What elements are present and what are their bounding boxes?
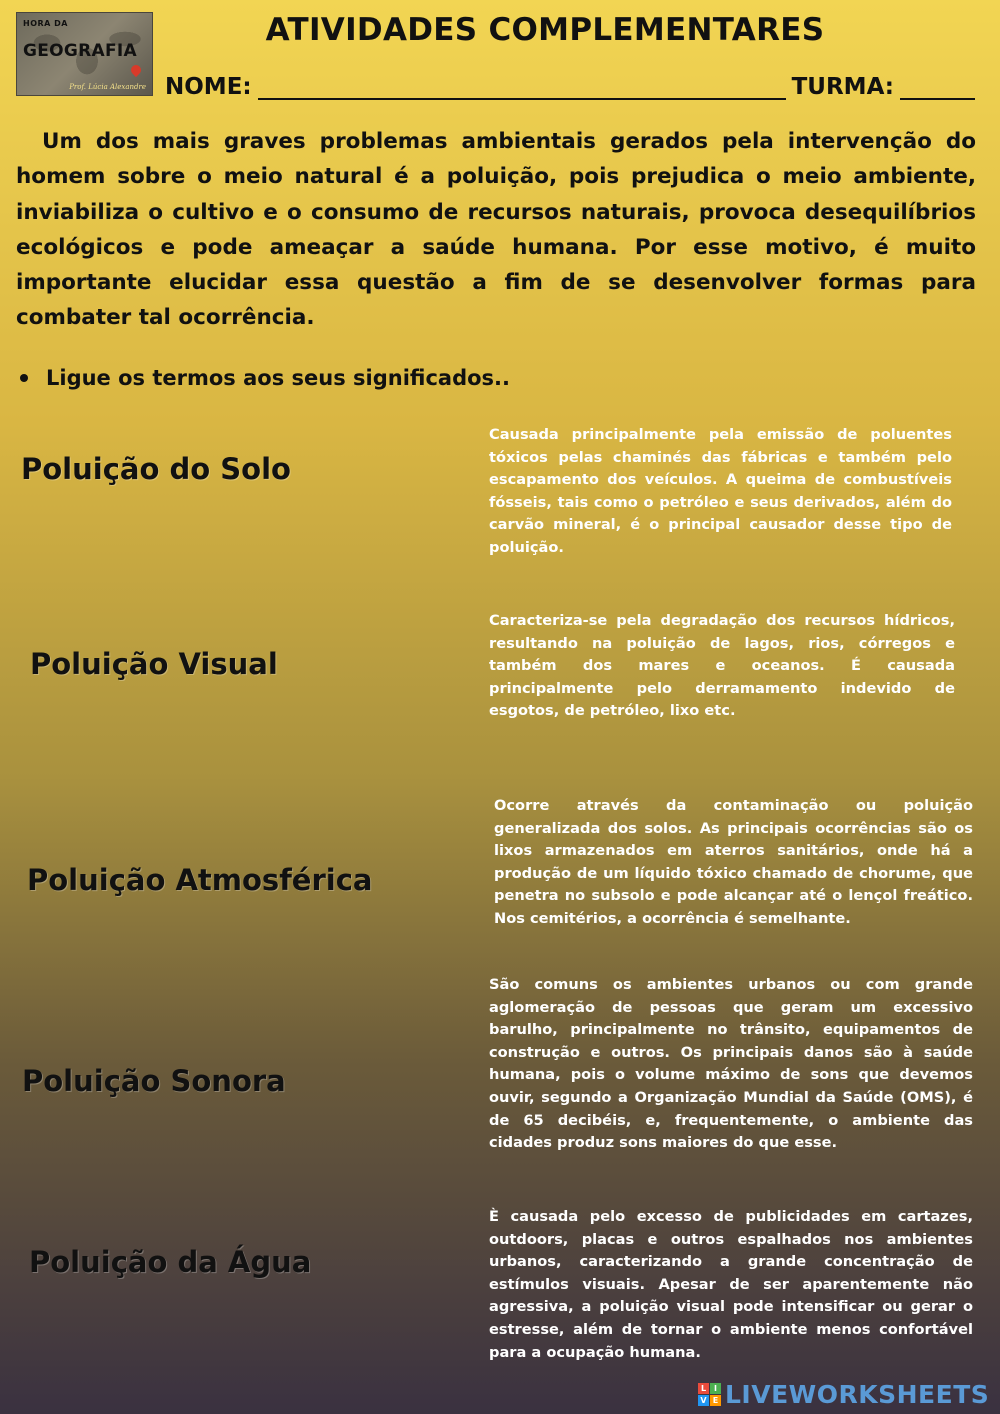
- liveworksheets-brand: LIVEWORKSHEETS: [725, 1380, 990, 1409]
- student-info-line: [165, 70, 980, 100]
- term-agua[interactable]: Poluição da Água: [29, 1245, 312, 1279]
- bullet-icon: [20, 374, 28, 382]
- term-solo[interactable]: Poluição do Solo: [21, 452, 291, 486]
- class-label: TURMA:: [791, 74, 894, 100]
- term-visual[interactable]: Poluição Visual: [30, 647, 278, 681]
- liveworksheets-logo-icon: [698, 1383, 721, 1406]
- definition-3[interactable]: Ocorre através da contaminação ou poluição generalizada dos solos. As principais ocorrências são os lixos armazenados em aterros sanitários, onde há a produção de um líquido tóxico chamado de chorume, que penetra no subsolo e pode alcançar até o lençol freático. Nos cemitérios, a ocorrência é semelhante.: [494, 797, 973, 927]
- logo-line2: GEOGRAFIA: [23, 41, 138, 61]
- term-sonora[interactable]: Poluição Sonora: [22, 1064, 286, 1098]
- definition-1[interactable]: Causada principalmente pela emissão de poluentes tóxicos pelas chaminés das fábricas e também pelo escapamento dos veículos. A queima de combustíveis fósseis, tais como o petróleo e seus derivados, além do carvão mineral, é o principal causador desse tipo de poluição.: [489, 426, 952, 556]
- logo-letter-v: V: [698, 1395, 709, 1406]
- term-atmosferica[interactable]: Poluição Atmosférica: [27, 863, 373, 897]
- logo-line1: HORA DA: [23, 19, 68, 28]
- name-label: NOME:: [165, 74, 252, 100]
- intro-paragraph: Um dos mais graves problemas ambientais gerados pela intervenção do homem sobre o meio natural é a poluição, pois prejudica o meio ambiente, inviabiliza o cultivo e o consumo de recursos naturais, provoca desequilíbrios ecológicos e pode ameaçar a saúde humana. Por esse motivo, é muito importante elucidar essa questão a fim de se desenvolver formas para combater tal ocorrência.: [16, 129, 976, 331]
- class-blank[interactable]: [900, 76, 975, 100]
- instruction-text: Ligue os termos aos seus significados..: [46, 366, 510, 390]
- name-blank[interactable]: [258, 76, 786, 100]
- instruction: [16, 366, 510, 390]
- liveworksheets-watermark: [698, 1380, 989, 1409]
- definition-5[interactable]: È causada pelo excesso de publicidades em cartazes, outdoors, placas e outros espalhados nos ambientes urbanos, caracterizando a grande concentração de estímulos visuais. Apesar de ser aparentemente não agressiva, a poluição visual pode intensificar ou gerar o estresse, além de tornar o ambiente menos confortável para a ocupação humana.: [489, 1208, 973, 1361]
- definition-4[interactable]: São comuns os ambientes urbanos ou com grande aglomeração de pessoas que geram um excessivo barulho, principalmente no trânsito, equipamentos de construção e outros. Os principais danos são à saúde humana, pois o volume máximo de sons que devemos ouvir, segundo a Organização Mundial da Saúde (OMS), é de 65 decibéis, e, frequentemente, o ambiente das cidades produz sons maiores do que esse.: [489, 976, 973, 1152]
- logo-signature: Prof. Lúcia Alexandre: [69, 83, 146, 91]
- page-title: ATIVIDADES COMPLEMENTARES: [265, 12, 825, 48]
- logo: [16, 12, 153, 96]
- logo-letter-e: E: [710, 1395, 721, 1406]
- logo-letter-l: L: [698, 1383, 709, 1394]
- definition-2[interactable]: Caracteriza-se pela degradação dos recursos hídricos, resultando na poluição de lagos, rios, córregos e também dos mares e oceanos. É causada principalmente pelo derramamento indevido de esgotos, de petróleo, lixo etc.: [489, 612, 955, 720]
- logo-letter-i: I: [710, 1383, 721, 1394]
